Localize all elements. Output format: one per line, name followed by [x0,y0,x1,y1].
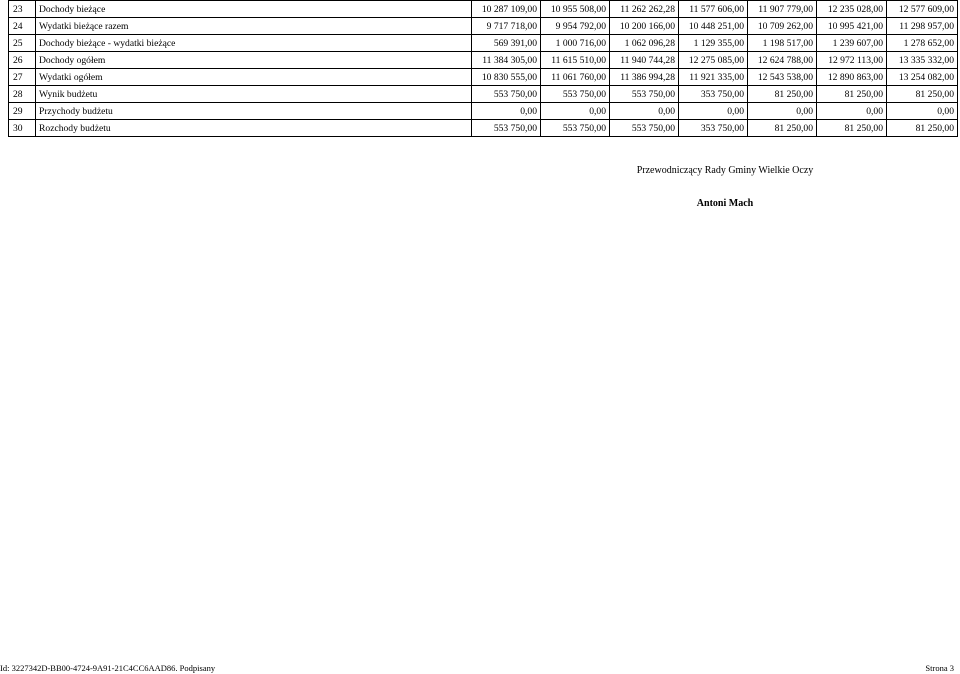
value-cell: 11 940 744,28 [610,52,679,69]
value-cell: 12 890 863,00 [817,69,887,86]
page-number: Strona 3 [925,663,954,673]
value-cell: 12 275 085,00 [679,52,748,69]
value-cell: 81 250,00 [887,120,958,137]
value-cell: 81 250,00 [748,120,817,137]
value-cell: 0,00 [887,103,958,120]
row-label: Wydatki ogółem [36,69,472,86]
value-cell: 12 235 028,00 [817,1,887,18]
value-cell: 12 577 609,00 [887,1,958,18]
value-cell: 1 062 096,28 [610,35,679,52]
row-label: Przychody budżetu [36,103,472,120]
value-cell: 12 543 538,00 [748,69,817,86]
value-cell: 81 250,00 [887,86,958,103]
table-row [9,103,958,120]
value-cell: 12 972 113,00 [817,52,887,69]
value-cell: 11 386 994,28 [610,69,679,86]
value-cell: 13 254 082,00 [887,69,958,86]
row-number: 25 [9,35,36,52]
row-label: Dochody bieżące [36,1,472,18]
value-cell: 10 995 421,00 [817,18,887,35]
value-cell: 553 750,00 [472,120,541,137]
value-cell: 13 335 332,00 [887,52,958,69]
value-cell: 11 298 957,00 [887,18,958,35]
row-number: 24 [9,18,36,35]
row-number: 30 [9,120,36,137]
value-cell: 1 000 716,00 [541,35,610,52]
value-cell: 10 830 555,00 [472,69,541,86]
table-row [9,120,958,137]
value-cell: 12 624 788,00 [748,52,817,69]
budget-table-body [9,1,958,137]
value-cell: 553 750,00 [610,86,679,103]
value-cell: 1 129 355,00 [679,35,748,52]
value-cell: 10 448 251,00 [679,18,748,35]
table-row [9,35,958,52]
value-cell: 11 262 262,28 [610,1,679,18]
budget-table [8,0,958,137]
value-cell: 0,00 [748,103,817,120]
value-cell: 1 198 517,00 [748,35,817,52]
row-number: 29 [9,103,36,120]
value-cell: 11 615 510,00 [541,52,610,69]
signature-name: Antoni Mach [696,198,754,209]
row-number: 26 [9,52,36,69]
value-cell: 81 250,00 [748,86,817,103]
value-cell: 553 750,00 [541,120,610,137]
value-cell: 11 384 305,00 [472,52,541,69]
value-cell: 9 717 718,00 [472,18,541,35]
row-label: Rozchody budżetu [36,120,472,137]
table-row [9,18,958,35]
value-cell: 0,00 [679,103,748,120]
value-cell: 1 278 652,00 [887,35,958,52]
value-cell: 10 709 262,00 [748,18,817,35]
value-cell: 569 391,00 [472,35,541,52]
table-row [9,86,958,103]
signature-title: Przewodniczący Rady Gminy Wielkie Oczy [636,165,814,176]
value-cell: 0,00 [817,103,887,120]
value-cell: 11 921 335,00 [679,69,748,86]
value-cell: 1 239 607,00 [817,35,887,52]
table-row [9,52,958,69]
value-cell: 10 200 166,00 [610,18,679,35]
value-cell: 0,00 [541,103,610,120]
table-row [9,1,958,18]
value-cell: 81 250,00 [817,120,887,137]
value-cell: 10 287 109,00 [472,1,541,18]
value-cell: 11 907 779,00 [748,1,817,18]
value-cell: 11 061 760,00 [541,69,610,86]
row-label: Wynik budżetu [36,86,472,103]
value-cell: 553 750,00 [541,86,610,103]
row-label: Dochody ogółem [36,52,472,69]
row-number: 27 [9,69,36,86]
value-cell: 0,00 [472,103,541,120]
value-cell: 10 955 508,00 [541,1,610,18]
value-cell: 353 750,00 [679,120,748,137]
value-cell: 0,00 [610,103,679,120]
value-cell: 353 750,00 [679,86,748,103]
row-label: Dochody bieżące - wydatki bieżące [36,35,472,52]
value-cell: 81 250,00 [817,86,887,103]
table-row [9,69,958,86]
row-label: Wydatki bieżące razem [36,18,472,35]
value-cell: 553 750,00 [610,120,679,137]
document-id: Id: 3227342D-BB00-4724-9A91-21C4CC6AAD86. Podpisany [0,663,216,673]
value-cell: 11 577 606,00 [679,1,748,18]
row-number: 23 [9,1,36,18]
value-cell: 9 954 792,00 [541,18,610,35]
row-number: 28 [9,86,36,103]
value-cell: 553 750,00 [472,86,541,103]
